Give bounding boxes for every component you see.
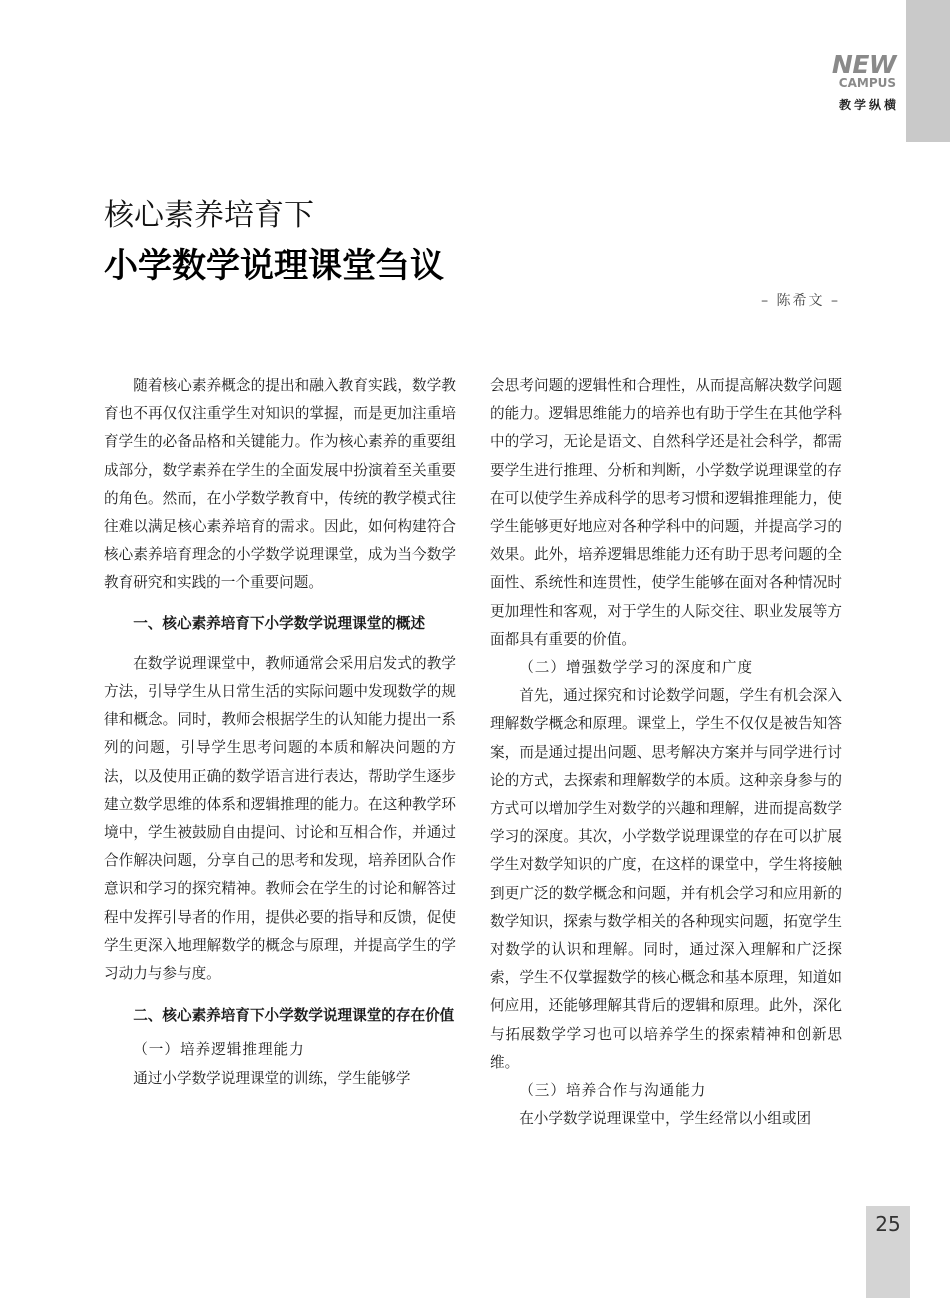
subsection3-paragraph-start: 在小学数学说理课堂中，学生经常以小组或团 — [519, 1110, 812, 1128]
page-number: 25 — [875, 1212, 901, 1236]
campus-logo — [831, 50, 899, 113]
intro-paragraph: 随着核心素养概念的提出和融入教育实践，数学教育也不再仅仅注重学生对知识的掌握，而是更加注重培育学生的必备品格和关键能力。作为核心素养的重要组成部分，数学素养在学生的全面发展中扮演着至关重要的角色。然而，在小学数学教育中，传统的教学模式往往难以满足核心素养培育的需求。因此，如何构建符合核心素养培育理念的小学数学说理课堂，成为当今数学教育研究和实践的一个重要问题。 — [104, 377, 456, 592]
article-title-line2: 小学数学说理课堂刍议 — [104, 246, 444, 286]
logo-campus-text: CAMPUS — [838, 76, 896, 90]
subheading-2: （二）增强数学学习的深度和广度 — [519, 659, 754, 677]
logo-new-text: NEW — [831, 50, 896, 79]
article-title-line1: 核心素养培育下 — [104, 198, 314, 233]
top-corner-tab — [906, 0, 950, 142]
subsection2-paragraph: 首先，通过探究和讨论数学问题，学生有机会深入理解数学概念和原理。课堂上，学生不仅仅是被告知答案，而是通过提出问题、思考解决方案并与同学进行讨论的方式，去探索和理解数学的本质。这种亲身参与的方式可以增加学生对数学的兴趣和理解，进而提高数学学习的深度。其次，小学数学说理课堂的存在可以扩展学生对数学知识的广度，在这样的课堂中，学生将接触到更广泛的数学概念和问题，并有机会学习和应用新的数学知识，探索与数学相关的各种现实问题，拓宽学生对数学的认识和理解。同时，通过深入理解和广泛探索，学生不仅掌握数学的核心概念和基本原理，知道如何应用，还能够理解其背后的逻辑和原理。此外，深化与拓展数学学习也可以培养学生的探索精神和创新思维。 — [490, 687, 842, 1071]
subheading-1: （一）培养逻辑推理能力 — [133, 1041, 305, 1059]
section-heading-1: 一、核心素养培育下小学数学说理课堂的概述 — [133, 614, 426, 632]
section-heading-2: 二、核心素养培育下小学数学说理课堂的存在价值 — [133, 1007, 455, 1025]
subsection1-paragraph-cont: 会思考问题的逻辑性和合理性，从而提高解决数学问题的能力。逻辑思维能力的培养也有助于学生在其他学科中的学习，无论是语文、自然科学还是社会科学，都需要学生进行推理、分析和判断，小学数学说理课堂的存在可以使学生养成科学的思考习惯和逻辑推理能力，使学生能够更好地应对各种学科中的问题，并提高学习的效果。此外，培养逻辑思维能力还有助于思考问题的全面性、系统性和连贯性，使学生能够在面对各种情况时更加理性和客观，对于学生的人际交往、职业发展等方面都具有重要的价值。 — [490, 377, 842, 648]
section-label: 教学纵横 — [838, 98, 899, 113]
section1-paragraph: 在数学说理课堂中，教师通常会采用启发式的教学方法，引导学生从日常生活的实际问题中发现数学的规律和概念。同时，教师会根据学生的认知能力提出一系列的问题，引导学生思考问题的本质和解决问题的方法，以及使用正确的数学语言进行表达，帮助学生逐步建立数学思维的体系和逻辑推理的能力。在这种教学环境中，学生被鼓励自由提问、讨论和互相合作，并通过合作解决问题，分享自己的思考和发现，培养团队合作意识和学习的探究精神。教师会在学生的讨论和解答过程中发挥引导者的作用，提供必要的指导和反馈，促使学生更深入地理解数学的概念与原理，并提高学生的学习动力与参与度。 — [104, 654, 456, 983]
right-column — [490, 372, 842, 1133]
subsection1-paragraph-start: 通过小学数学说理课堂的训练，学生能够学 — [133, 1069, 411, 1087]
article-author: – 陈希文 – — [761, 293, 840, 309]
left-column — [104, 372, 456, 1093]
subheading-3: （三）培养合作与沟通能力 — [519, 1082, 707, 1100]
